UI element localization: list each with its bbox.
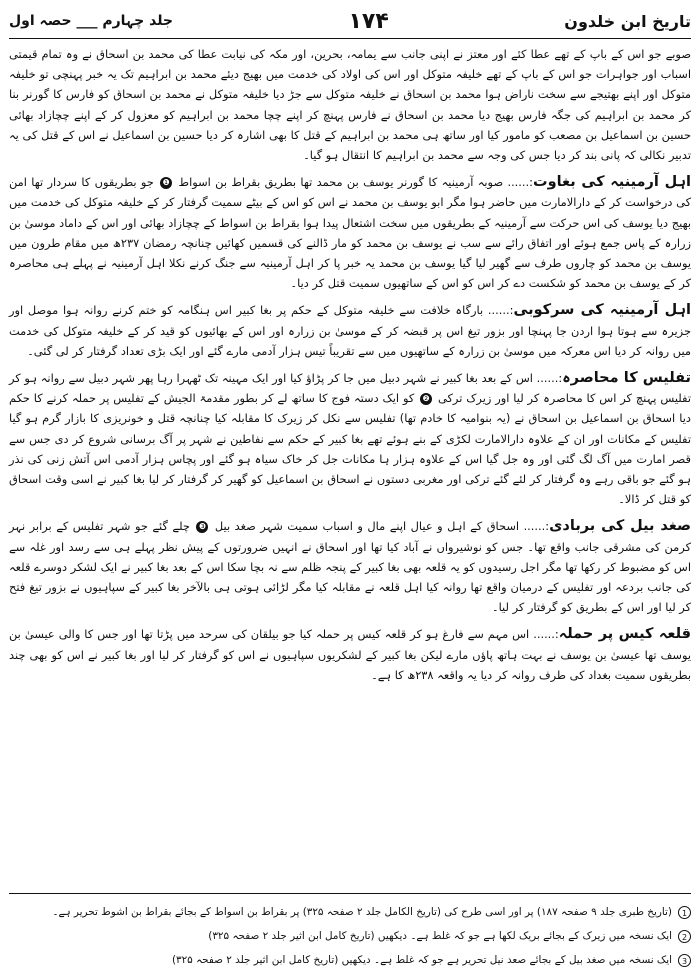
page-number: ۱۷۴ (348, 8, 389, 34)
section-text: :...... اس مہم سے فارغ ہو کر قلعہ کیس پر حملہ کیا جو بیلقان کی سرحد میں پڑتا تھا اور جس کا والی عیسیٰ بن یوسف تھا عیسیٰ بن یوسف نے بہت ہاتھ پاؤں مارے لیکن بغا کبیر کے لشکریوں سپاہیوں نے اس کو گرفتار کر لیا اور بغا کبیر نے اس کو بھی چند بطریقوں سمیت بغداد کی طرف روانہ کر دیا یہ واقعہ ۲۳۸ھ کا ہے۔ (9, 627, 691, 682)
section-armenia-suppression (9, 300, 691, 361)
section-heading: اہل آرمینیہ کی بغاوت (533, 174, 692, 191)
section-text: :...... بارگاہ خلافت سے خلیفہ متوکل کے حکم پر بغا کبیر اس ہنگامہ کو ختم کرنے روانہ ہوا موصل اور جزیرہ سے ہوتا ہوا اردن جا پہنچا اور بزور تیغ اس پر قبضہ کر کے موسیٰ بن زرارہ اور اس کے بھائیوں کو قید کر کے خلیفہ متوکل کی خدمت میں روانہ کر دیا اس معرکہ میں موسیٰ بن زرارہ کے ساتھیوں میں سے تقریباً تیس ہزار آدمی مارے گئے اور ایک بڑی تعداد گرفتار کر لی گئی۔ (9, 303, 691, 358)
section-text: :...... اس کے بعد بغا کبیر نے شہر دبیل میں جا کر پڑاؤ کیا اور ایک مہینہ تک ٹھہرا رہا پھر شہر دبیل سے روانہ ہو کر تفلیس پہنچ کر اس کا محاصرہ کر لیا اور زیرک ترکی (9, 371, 691, 406)
section-heading: اہل آرمینیہ کی سرکوبی (513, 302, 691, 319)
section-text: کو ایک دستہ فوج کا ساتھ لے کر بطور مقدمۃ الجیش کے تفلیس پر حملہ کرنے کا حکم دیا اسحاق بن اسماعیل بن اسحاق نے (یہ بنوامیہ کا خادم تھا) تفلیس سے نکل کر زیرک کا مقابلہ کیا چنانچہ قتل و خونریزی کا بازار گرم ہو گیا تفلیس کے مکانات اور ان کے علاوہ دارالامارت لکڑی کے بنے ہوئے تھے بغا کبیر کے حکم سے نفاطین نے شہر پر آگ برسانی شروع کر دی جس سے قصر امارت میں آگ لگ گئی اور وہ جل گیا اس کے علاوہ ہزار ہا مکانات جل کر خاک سیاہ ہو گئے اور پچاس ہزار آدمی اس آتش زنی کی نذر ہو گئے جو باقی رہے وہ گرفتار کر لئے گئے ترکی اور مغربی دستوں نے اسحاق بن اسماعیل کو گھیر کر گرفتار کر لیا بغا کبیر نے اسی وقت اسحاق کو قتل کر ڈالا۔ (9, 391, 691, 507)
section-heading: صغد بیل کی بربادی (549, 518, 691, 535)
footnote-marker: 2 (678, 930, 691, 943)
footnote-marker: 3 (678, 954, 691, 967)
section-kais-fort (9, 624, 691, 685)
footnote-1 (9, 900, 691, 924)
footnote-marker: 1 (678, 906, 691, 919)
footnote-text: ایک نسخہ میں زیرک کے بجائے بریک لکھا ہے جو کہ غلط ہے۔ دیکھیں (تاریخ کامل ابن اثیر جلد ۲ صفحہ ۳۲۵) (208, 930, 672, 942)
footnotes (9, 900, 691, 972)
volume-label: جلد چہارم ___ حصہ اول (9, 13, 173, 29)
book-title: تاریخ ابن خلدون (564, 11, 691, 31)
footnote-ref-2[interactable]: ❷ (420, 393, 432, 405)
footnote-3 (9, 948, 691, 972)
section-text: :...... صوبہ آرمینیہ کا گورنر یوسف بن محمد تھا بطریق بقراط بن اسواط (178, 175, 534, 190)
footnote-text: (تاریخ طبری جلد ۹ صفحہ ۱۸۷) پر اور اسی طرح کی (تاریخ الکامل جلد ۲ صفحہ ۳۲۵) پر بقراط بن اسواط کے بجائے بقراط بن اشوط تحریر ہے۔ (52, 906, 672, 918)
section-heading: قلعہ کیس پر حملہ (558, 626, 691, 643)
section-text: :...... اسحاق کے اہل و عیال اپنے مال و اسباب سمیت شہر صغد بیل (214, 519, 550, 534)
section-text: جو بطریقوں کا سردار تھا امن کی درخواست کر کے دارالامارت میں حاضر ہوا مگر ابو یوسف بن محمد نے اس کو اس کے بیٹے سمیت گرفتار کر کے خلیفہ متوکل کی خدمت میں بھیج دیا یوسف کی اس حرکت سے آرمینیہ کے بطریقوں میں سخت اشتعال پیدا ہوا بقراط بن اسواط کے چچازاد بھائی اور اس کے داماد موسیٰ بن زرارہ کے پاس جمع ہوئے اور اتفاق رائے سے سب نے یوسف بن محمد کو مار ڈالنے کی قسمیں کھائیں چنانچہ رمضان ۲۳۷ھ میں مقام طرون میں یوسف بن محمد کو چاروں طرف سے گھیر لیا گیا یوسف بن محمد یہ خبر پا کر اہل آرمینیہ سے جنگ کرنے نکلا اہل آرمینیہ نے پہلے ہی محاصرہ کر کے یوسف بن محمد کو شکست دے کر اس کو اس کے ساتھیوں سمیت قتل کر دیا۔ (9, 175, 691, 291)
page-body (9, 44, 691, 692)
section-tiflis-siege (9, 368, 691, 509)
section-text: چلے گئے جو شہر تفلیس کے برابر نہر کرمن کی مشرقی جانب واقع تھا۔ جس کو نوشیرواں نے آباد کیا تھا اور اسحاق نے انہیں ضرورتوں کے پیش نظر پہلے ہی سے رسد اور غلہ سے اس کو مضبوط کر رکھا تھا مگر اجل رسیدوں کو یہ قلعہ بھی بغا کبیر کے پنجہ ظلم سے نہ بچا سکا اس کے بعد بغا کبیر نے ایک لشکر دوسرے قلعہ کی جانب بردعہ اور تفلیس کے درمیان واقع تھا روانہ کیا اہل قلعہ نے مقابلہ کیا مگر لڑائی ہوتی ہی بالآخر بغا کبیر کے سپاہیوں نے بزور تیغ فتح کر لیا اور اس کے بطریق کو گرفتار کر لیا۔ (9, 519, 691, 615)
footnote-divider (9, 893, 691, 894)
footnote-text: ایک نسخہ میں صغد بیل کے بجائے صعد نیل تحریر ہے جو کہ غلط ہے۔ دیکھیں (تاریخ کامل ابن اثیر جلد ۲ صفحہ ۳۲۵) (171, 954, 672, 966)
footnote-2 (9, 924, 691, 948)
intro-paragraph: صوبے جو اس کے باپ کے تھے عطا کئے اور معتز نے اپنی جانب سے یمامہ، بحرین، اور مکہ کی نیابت عطا کی محمد بن اسحاق نے وہ تمام قیمتی اسباب اور جواہرات جو اس کے باپ کے تھے خلیفہ متوکل اور اس کی اولاد کی خدمت میں بھیج دیئے محمد بن ابراہیم تک یہ خبر پہنچی تو خلیفہ متوکل اور اپنے بھتیجے سے سخت ناراض ہوا محمد بن اسحاق نے خلیفہ متوکل سے جڑ دیا خلیفہ متوکل نے محمد بن اسحاق کو فارس کا گورنر بنا کر محمد بن ابراہیم کی جگہ فارس بھیج دیا محمد بن اسحاق نے فارس پہنچ کر اپنے چچا محمد بن ابراہیم کو معزول کر کے اپنے چچازاد بھائی حسین بن اسماعیل بن مصعب کو مامور کیا اور ساتھ ہی محمد بن ابراہیم کے قتل کا بھی اشارہ کر دیا حسین بن اسماعیل نے اس کے قتل کی یہ تدبیر نکالی کہ پانی بند کر دیا جس کی وجہ سے محمد بن ابراہیم کا انتقال ہو گیا۔ (9, 47, 691, 163)
section-heading: تفلیس کا محاصرہ (562, 370, 691, 387)
section-armenia-revolt (9, 172, 691, 293)
footnote-ref-3[interactable]: ❸ (196, 521, 208, 533)
page-header (9, 4, 691, 39)
section-sughdbil (9, 516, 691, 617)
footnote-ref-1[interactable]: ❶ (160, 177, 172, 189)
